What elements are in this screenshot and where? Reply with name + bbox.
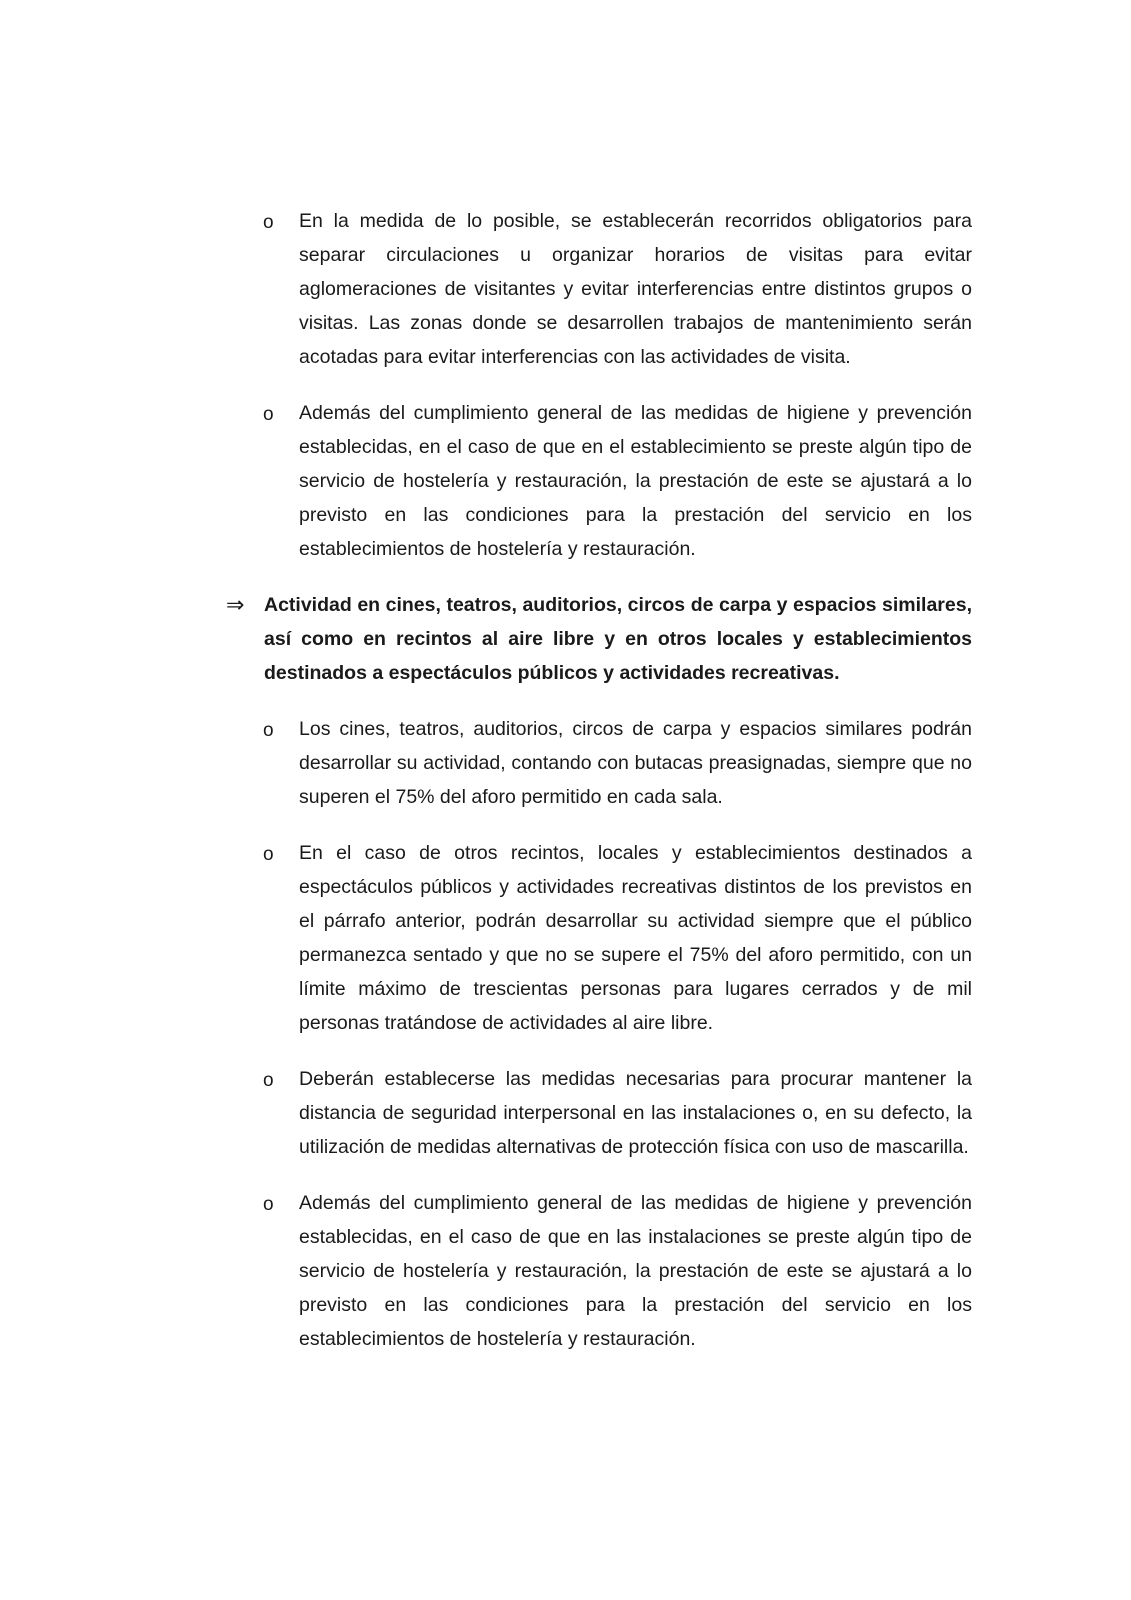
list-item	[226, 836, 972, 1040]
paragraph: Deberán establecerse las medidas necesarias para procurar mantener la distancia de seguridad interpersonal en las instalaciones o, en su defecto, la utilización de medidas alternativas de protección física con uso de mascarilla.	[299, 1068, 972, 1158]
list-item	[226, 1062, 972, 1164]
hollow-circle-bullet-icon: o	[263, 1070, 274, 1091]
hollow-circle-bullet-icon: o	[263, 404, 274, 425]
double-arrow-right-icon: ⇒	[226, 592, 245, 617]
paragraph: Los cines, teatros, auditorios, circos de carpa y espacios similares podrán desarrollar su actividad, contando con butacas preasignadas, siempre que no superen el 75% del aforo permitido en cada sala.	[299, 718, 972, 808]
list-item	[226, 396, 972, 566]
hollow-circle-bullet-icon: o	[263, 844, 274, 865]
section-b-heading-block	[226, 588, 972, 690]
paragraph: Además del cumplimiento general de las medidas de higiene y prevención establecidas, en el caso de que en las instalaciones se preste algún tipo de servicio de hostelería y restauración, la prestación de este se ajustará a lo previsto en las condiciones para la prestación del servicio en los establecimientos de hostelería y restauración.	[299, 1192, 972, 1350]
list-item	[226, 1186, 972, 1356]
list-item	[226, 712, 972, 814]
document-body	[226, 204, 972, 1378]
section-a-list	[226, 204, 972, 566]
hollow-circle-bullet-icon: o	[263, 212, 274, 233]
paragraph: Además del cumplimiento general de las medidas de higiene y prevención establecidas, en el caso de que en el establecimiento se preste algún tipo de servicio de hostelería y restauración, la prestación de este se ajustará a lo previsto en las condiciones para la prestación del servicio en los establecimientos de hostelería y restauración.	[299, 402, 972, 560]
section-heading: Actividad en cines, teatros, auditorios, circos de carpa y espacios similares, así como en recintos al aire libre y en otros locales y establecimientos destinados a espectáculos públicos y actividades recreativas.	[264, 594, 972, 684]
hollow-circle-bullet-icon: o	[263, 720, 274, 741]
hollow-circle-bullet-icon: o	[263, 1194, 274, 1215]
paragraph: En la medida de lo posible, se establecerán recorridos obligatorios para separar circulaciones u organizar horarios de visitas para evitar aglomeraciones de visitantes y evitar interferencias entre distintos grupos o visitas. Las zonas donde se desarrollen trabajos de mantenimiento serán acotadas para evitar interferencias con las actividades de visita.	[299, 210, 972, 368]
section-b-list	[226, 712, 972, 1356]
paragraph: En el caso de otros recintos, locales y establecimientos destinados a espectáculos públicos y actividades recreativas distintos de los previstos en el párrafo anterior, podrán desarrollar su actividad siempre que el público permanezca sentado y que no se supere el 75% del aforo permitido, con un límite máximo de trescientas personas para lugares cerrados y de mil personas tratándose de actividades al aire libre.	[299, 842, 972, 1034]
list-item	[226, 204, 972, 374]
